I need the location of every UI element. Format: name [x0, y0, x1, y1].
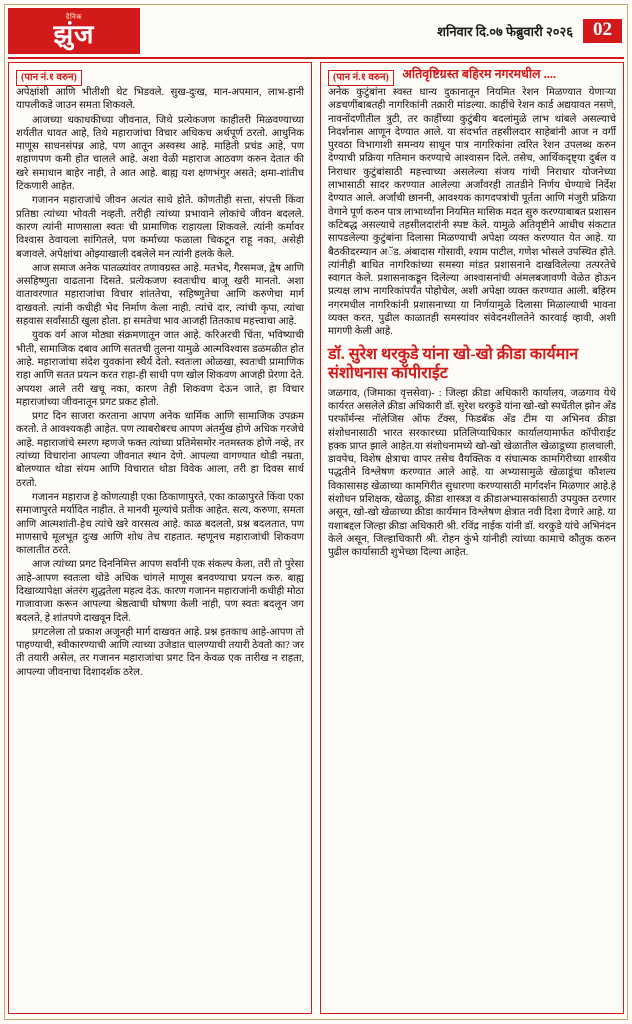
masthead [8, 8, 624, 54]
paragraph: गजानन महाराज हे कोणत्याही एका ठिकाणापुरते, एका काळापुरते किंवा एका समाजापुरते मर्यादित नाहीत. ते मानवी मूल्यांचे प्रतीक आहेत. सत्य, करुणा, समता आणि आत्मशांती-हेच त्यांचे खरे वारसत्व आहे. काळ बदलतो, प्रश्न बदलतात, पण माणसाचे मूलभूत दुःख आणि शोध तेच राहतात. म्हणूनच महाराजांची शिकवण कालातीत ठरते. [16, 491, 304, 557]
article-columns [8, 62, 624, 1014]
paragraph: आज त्यांच्या प्रगट दिननिमित्त आपण सर्वांनी एक संकल्प केला, तरी तो पुरेसा आहे-आपण स्वतःला थोडे अधिक चांगले माणूस बनवण्याचा प्रयत्न करु. बाह्य दिखाव्यापेक्षा अंतरंग शुद्धतेला महत्व देऊ. कारण गजानन महाराजांनी कधीही मोठा गाजावाजा करून आपल्या श्रेष्ठत्वाची घोषणा केली नाही, पण स्वतः बदलून जग बदलते, हे शांतपणे दाखवून दिले. [16, 559, 304, 624]
logo-subtitle: दैनिक [65, 14, 83, 21]
paragraph: अनेक कुटुंबांना स्वस्त धान्य दुकानातून नियमित रेशन मिळण्यात येणाऱ्या अडचणींबाबतही नागरिकांनी तक्रारी मांडल्या. काहींचे रेशन कार्ड अद्ययावत नसणे, नावनोंदणीतील त्रुटी, तर काहींच्या कुटुंबीय बदलांमुळे लाभ थांबले असल्याचे निदर्शनास आणून देण्यात आले. या संदर्भात तहसीलदार साहेबांनी आज न वर्गी पुरवठा विभागाशी समन्वय साधून पात्र नागरिकांना त्वरित रेशन उपलब्ध करुन देण्याची प्रक्रिया गतिमान करण्याचे आश्वासन दिले. तसेच, आर्थिकदृष्ट्या दुर्बल व निराधार कुटुंबांसाठी महत्त्वाच्या असलेल्या संजय गांधी निराधार योजनेच्या लाभासाठी सादर करण्यात आलेल्या अर्जांवरही तातडीने निर्णय घेण्याचे निर्देश देण्यात आले. अर्जांची छाननी, आवश्यक कागदपत्रांची पूर्तता आणि मंजुरी प्रक्रिया वेगाने पूर्ण करुन पात्र लाभार्थ्यांना नियमित मासिक मदत सुरु करण्याबाबत प्रशासन कटिबद्ध असल्याचे तहसीलदारांनी स्पष्ट केले. यामुळे अतिवृष्टीने आधीच संकटात सापडलेल्या कुटुंबांना दिलासा मिळण्याची अपेक्षा व्यक्त करण्यात येत आहे. या बैठकीदरम्यान अॅड. अंबादास गोसावी, श्याम पाटील, गणेश भोसले उपस्थित होते. त्यांनीही बाधित नागरिकांच्या समस्या मांडत प्रशासनाने दाखविलेल्या तत्परतेचे स्वागत केले. प्रशासनाकडून दिलेल्या आश्वासनांची अंमलबजावणी वेळेत होऊन प्रत्यक्ष लाभ नागरिकांपर्यंत पोहोचेल, अशी अपेक्षा व्यक्त करण्यात आली. बहिरम नगरमधील नागरिकांनी प्रशासनाच्या या निर्णयामुळे दिलासा मिळाल्याची भावना व्यक्त करत, पुढील काळातही समस्यांवर संवेदनशीलतेने कारवाई व्हावी, अशी मागणी केली आहे. [328, 87, 616, 338]
right-column-body [328, 86, 616, 339]
page-number-badge: 02 [583, 19, 622, 43]
masthead-divider [8, 57, 624, 59]
second-article-body [328, 387, 616, 560]
right-column [320, 62, 624, 1014]
newspaper-logo [8, 8, 140, 54]
article-headline: अतिवृष्टिग्रस्त बहिरम नगरमधील .... [402, 67, 557, 81]
logo-title: झुंज [53, 20, 95, 49]
continued-from-tag-left: (पान नं.१ वरुन) [16, 70, 82, 86]
left-column-body [16, 86, 304, 679]
paragraph: आज समाज अनेक पातळ्यांवर तणावग्रस्त आहे. मतभेद, गैरसमज, द्वेष आणि असहिष्णुता वाढताना दिसते. प्रत्येकजण स्वतःचीच बाजू खरी मानतो. अशा वातावरणात महाराजांचा विचार शांततेचा, सहिष्णुतेचा आणि करुणेचा मार्ग दाखवतो. त्यांनी कधीही भेद निर्माण केला नाही. त्यांचे दार, त्यांची कृपा, त्यांचा सहवास सर्वांसाठी खुला होता. हा समतेचा भाव आजही तितकाच महत्त्वाचा आहे. [16, 262, 304, 328]
paragraph: गजानन महाराजांचे जीवन अत्यंत साधे होते. कोणतीही सत्ता, संपत्ती किंवा प्रतिष्ठा त्यांच्या भोवती नव्हती. तरीही त्यांच्या प्रभावाने लोकांचे जीवन बदलले. कारण त्यांनी माणसाला स्वतः ची प्रामाणिक राहायला शिकवले. त्यांनी कर्मावर विश्वास ठेवायला सांगितले, पण कर्माच्या फळाला चिकटून राहू नका, असेही बजावले. अपेक्षांचा ओझ्याखाली दबलेले मन त्यांनी हलके केले. [16, 195, 304, 260]
right-column-header [328, 67, 616, 83]
paragraph: प्रगटलेला तो प्रकाश अजूनही मार्ग दाखवत आहे. प्रश्न इतकाच आहे-आपण तो पाहण्याची, स्वीकारण्याची आणि त्याच्या उजेडात चालण्याची तयारी ठेवतो का? जर ती तयारी असेल, तर गजानन महाराजांचा प्रगट दिन केवळ एक तारीख न राहता, आपल्या जीवनाचा दिशादर्शक ठरेल. [16, 626, 304, 678]
paragraph: आजच्या धकाधकीच्या जीवनात, जिथे प्रत्येकजण काहीतरी मिळवण्याच्या शर्यतीत धावत आहे, तिथे महाराजांचा विचार अधिकच अर्थपूर्ण ठरतो. आधुनिक माणूस साधनसंपन्न आहे, पण आतून अस्वस्थ आहे. माहिती प्रचंड आहे, पण शहाणपण कमी होत चालले आहे. अशा वेळी महाराज आठवण करुन देतात की खरे समाधान बाहेर नाही, ते आत आहे. बाह्य यश क्षणभंगुर असते; क्षमा-शांतीच टिकणारी आहेत. [16, 114, 304, 193]
paragraph: जळगाव, (जिमाका वृत्तसेवा)- : जिल्हा क्रीडा अधिकारी कार्यालय, जळगाव येथे कार्यरत असलेले क्रीडा अधिकारी डॉ. सुरेश थरकुडे यांना खो-खो स्पर्धेतील झोन अँड परफॉर्मन्स नॉलेजिस ऑफ टॅक्स, फिडबॅक अँड टीम या अभिनव क्रीडा संशोधनासाठी भारत सरकारच्या प्रतिलिप्याधिकार कार्यालयामार्फत कॉपीराईट हक्क प्राप्त झाले आहेत.या संशोधनामध्ये खो-खो खेळातील खेळाडूच्या हालचाली, डावपेच, विशेष क्षेत्राचा वापर तसेच वैयक्तिक व संघात्मक कामगिरीच्या शास्त्रीय पद्धतीने विश्लेषण करण्यात आले आहे. या अभ्यासामुळे खेळाडूंचा कौशल्य विकासासह खेळाच्या कामगिरीत सुधारणा करण्यासाठी मार्गदर्शन मिळणार आहे.हे संशोधन प्रशिक्षक, खेळाडू, क्रीडा शास्त्रज्ञ व क्रीडाअभ्यासकांसाठी उपयुक्त ठरणार असून, खो-खो खेळाच्या क्रीडा कार्यमान विश्लेषण क्षेत्रात नवी दिशा देणारे आहे. या यशाबद्दल जिल्हा क्रीडा अधिकारी श्री. रविंद्र नाईक यांनी डॉ. थरकुडे यांचे अभिनंदन केले असून, जिल्हाधिकारी श्री. रोहन कुंभे यांनीही त्यांच्या कामाचे कौतुक करुन पुढील कार्यासाठी शुभेच्छा दिल्या आहेत. [328, 387, 617, 559]
left-column-header [16, 67, 304, 83]
left-column [8, 62, 312, 1014]
masthead-right [140, 8, 624, 54]
paragraph: युवक वर्ग आज मोठ्या संक्रमणातून जात आहे. करिअरची चिंता, भविष्याची भीती, सामाजिक दबाव आणि सततची तुलना यामुळे आत्मविश्वास डळमळीत होत आहे. महाराजांचा संदेश युवकांना स्थैर्य देतो. स्वतःला ओळखा, स्वतःची प्रामाणिक राहा आणि सतत प्रयत्न करत राहा-ही साधी पण खोल शिकवण आजही प्रेरणा देते. अपयश आले तरी खचू नका, कारण तेही शिकवण देऊन जाते, हा विचार महाराजांच्या जीवनातून प्रगट प्रकट होतो. [16, 330, 304, 408]
paragraph: प्रगट दिन साजरा करताना आपण अनेक धार्मिक आणि सामाजिक उपक्रम करतो. ते आवश्यकही आहेत. पण त्याबरोबरच आपण अंतर्मुख होणे अधिक गरजेचे आहे. महाराजांचे स्मरण म्हणजे फक्त त्यांच्या प्रतिमेसमोर नतमस्तक होणे नव्हे, तर त्यांच्या विचारांना आपल्या जीवनात स्थान देणे. आपल्या वागण्यात थोडी नम्रता, बोलण्यात थोडा संयम आणि विचारात थोडा विवेक आला, तरी हा दिवस सार्थ ठरतो. [16, 411, 304, 489]
paragraph: अपेक्षांशी आणि भीतीशी थेट भिडवले. सुख-दुःख, मान-अपमान, लाभ-हानी यापलीकडे जाउन समता शिकवले. [16, 87, 304, 112]
continued-from-tag-right: (पान नं.१ वरुन) [328, 70, 394, 86]
second-article-headline: डॉ. सुरेश थरकुडे यांना खो-खो क्रीडा कार्यमान संशोधनास कॉपीराईट [328, 345, 579, 382]
publication-date: शनिवार दि.०७ फेब्रुवारी २०२६ [437, 24, 573, 39]
